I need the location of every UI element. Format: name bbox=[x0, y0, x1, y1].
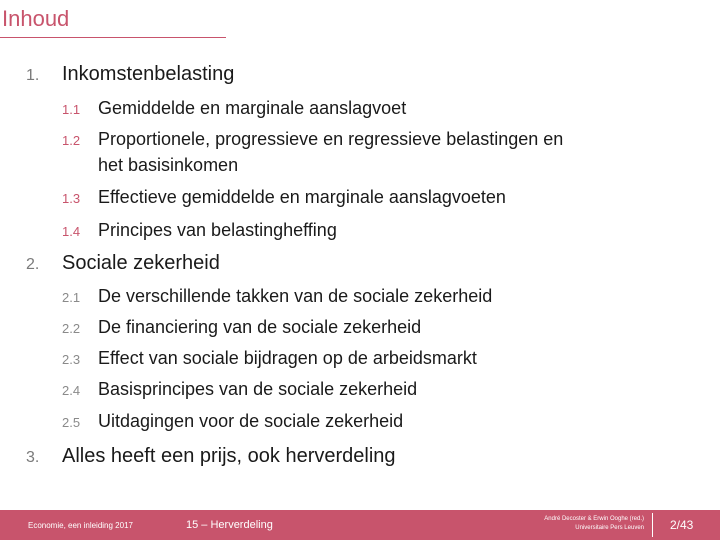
footer-course: Economie, een inleiding 2017 bbox=[28, 521, 133, 530]
section-2 bbox=[26, 252, 220, 275]
footer-authors bbox=[500, 515, 644, 533]
subsection-number: 2.3 bbox=[62, 352, 81, 367]
footer-chapter: 15 – Herverdeling bbox=[186, 519, 273, 531]
slide-footer bbox=[0, 510, 720, 540]
title-underline bbox=[0, 37, 226, 38]
subsection-label: Uitdagingen voor de sociale zekerheid bbox=[98, 411, 404, 431]
subsection-label: Proportionele, progressieve en regressieve belastingen en bbox=[98, 129, 564, 149]
subsection-1-1 bbox=[62, 97, 406, 121]
section-1 bbox=[26, 63, 234, 86]
section-number: 1. bbox=[26, 67, 40, 84]
footer-authors-line2: Universitaire Pers Leuven bbox=[575, 525, 644, 531]
subsection-label: Principes van belastingheffing bbox=[98, 220, 337, 240]
subsection-1-4 bbox=[62, 219, 337, 243]
subsection-number: 1.2 bbox=[62, 133, 81, 148]
section-label: Alles heeft een prijs, ook herverdeling bbox=[62, 445, 396, 467]
subsection-number: 1.3 bbox=[62, 191, 81, 206]
section-3 bbox=[26, 445, 396, 468]
slide-title: Inhoud bbox=[2, 6, 70, 31]
footer-authors-line1: André Decoster & Erwin Ooghe (red.) bbox=[544, 516, 644, 522]
subsection-2-2 bbox=[62, 316, 421, 340]
section-number: 2. bbox=[26, 256, 40, 273]
section-number: 3. bbox=[26, 449, 40, 466]
subsection-number: 1.4 bbox=[62, 224, 81, 239]
section-label: Inkomstenbelasting bbox=[62, 63, 235, 85]
subsection-label: Effect van sociale bijdragen op de arbeidsmarkt bbox=[98, 348, 477, 368]
footer-divider bbox=[652, 513, 653, 537]
section-label: Sociale zekerheid bbox=[62, 252, 220, 274]
page-number: 2/43 bbox=[670, 518, 694, 532]
subsection-2-4 bbox=[62, 378, 417, 402]
subsection-1-2-continued bbox=[98, 154, 238, 176]
subsection-number: 2.2 bbox=[62, 321, 81, 336]
subsection-label: De verschillende takken van de sociale zekerheid bbox=[98, 286, 493, 306]
subsection-number: 2.4 bbox=[62, 383, 81, 398]
subsection-number: 2.5 bbox=[62, 415, 81, 430]
subsection-number: 2.1 bbox=[62, 290, 81, 305]
subsection-2-3 bbox=[62, 347, 477, 371]
subsection-1-3 bbox=[62, 186, 506, 210]
subsection-1-2 bbox=[62, 128, 563, 152]
subsection-2-1 bbox=[62, 285, 492, 309]
subsection-2-5 bbox=[62, 410, 403, 434]
subsection-label: Basisprincipes van de sociale zekerheid bbox=[98, 379, 418, 399]
subsection-label-continued: het basisinkomen bbox=[98, 155, 239, 175]
subsection-number: 1.1 bbox=[62, 102, 81, 117]
subsection-label: Effectieve gemiddelde en marginale aanslagvoeten bbox=[98, 187, 506, 207]
subsection-label: Gemiddelde en marginale aanslagvoet bbox=[98, 98, 407, 118]
subsection-label: De financiering van de sociale zekerheid bbox=[98, 317, 422, 337]
